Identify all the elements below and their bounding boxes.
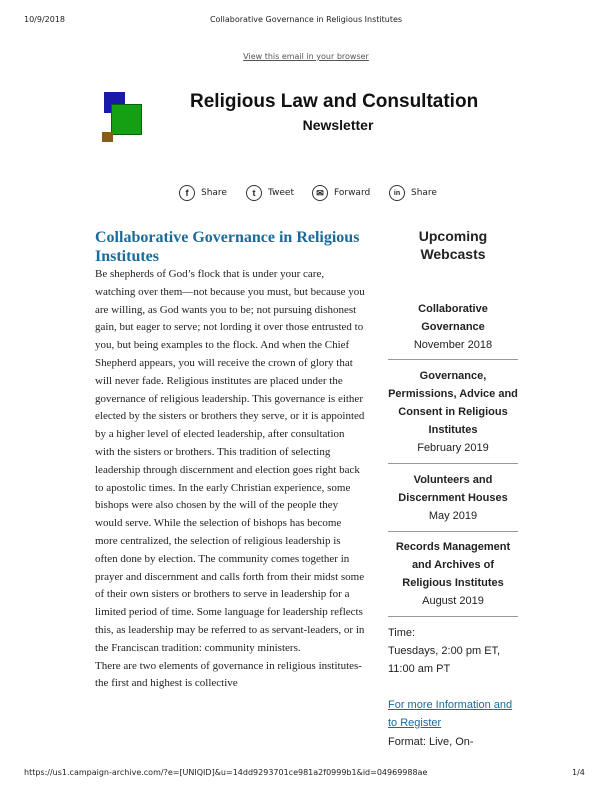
print-title: Collaborative Governance in Religious Institutes (209, 15, 403, 24)
time-label: Time: (388, 627, 416, 639)
webcast-name: Collaborative Governance (418, 303, 488, 333)
linkedin-icon: in (389, 185, 405, 201)
forward-email-button[interactable] (312, 185, 370, 201)
share-facebook-label: Share (201, 188, 227, 198)
sidebar-title: Upcoming Webcasts (418, 228, 488, 262)
print-date: 10/9/2018 (24, 15, 66, 24)
webcast-item (388, 471, 518, 525)
page-number: 1/4 (572, 768, 585, 777)
logo-brown-square (102, 132, 113, 142)
format-text: Format: Live, On- (388, 736, 474, 748)
twitter-icon: t (246, 185, 262, 201)
webcast-date: February 2019 (417, 442, 489, 454)
view-in-browser-link[interactable]: View this email in your browser (243, 52, 369, 61)
webcast-item (388, 300, 518, 354)
webcast-date: November 2018 (413, 339, 493, 351)
share-twitter-button[interactable] (246, 185, 294, 201)
share-linkedin-label: Share (411, 188, 437, 198)
print-url: https://us1.campaign-archive.com/?e=[UNIQID]&u=14dd9293701ce981a2f0999b1&id=04969988ae (24, 768, 428, 777)
webcast-name: Records Management and Archives of Religious Institutes (395, 541, 511, 589)
webcast-item (388, 538, 518, 610)
share-twitter-label: Tweet (268, 188, 294, 198)
share-facebook-button[interactable] (179, 185, 227, 201)
email-icon: ✉ (312, 185, 328, 201)
webcast-date: August 2019 (422, 595, 484, 607)
webcast-date: May 2019 (428, 510, 478, 522)
divider (388, 616, 518, 617)
logo-green-square (111, 104, 142, 135)
webcast-name: Volunteers and Discernment Houses (398, 474, 508, 504)
more-info-link[interactable]: For more Information and to Register (388, 699, 513, 729)
webcast-item (388, 367, 518, 457)
webcast-name: Governance, Permissions, Advice and Consent in Religious Institutes (388, 370, 518, 436)
article-paragraph: Be shepherds of God’s flock that is under your care, watching over them—not because you must, but because you are willing, as God wants you to be; not pursuing dishonest gain, but eager to serve; not lording it over those entrusted to you, but being examples to the flock. And when the Chief Shepherd appears, you will receive the crown of glory that will never fade. Religious institutes are placed under the governance of religious leadership. This governance is either elected by the sisters or brothers they serve, or it is appointed by a higher level of elected leadership, after consultation with the sisters or brothers. This tradition of selecting leadership through discernment and election goes right back to apostolic times. In the early Christian experience, some bishops were also chosen by the will of the people they would serve. While the selection of bishops has become more centralized, the selection of religious leadership is often done by election. The community comes together in prayer and discernment and calls forth from their midst some of their own sisters or brothers to serve in leadership for a limited period of time. Some language for leadership reflects this, as leadership may be referred to as servant-leaders, or in the Franciscan tradition: community ministers. (95, 268, 365, 654)
share-linkedin-button[interactable] (389, 185, 437, 201)
divider (388, 463, 518, 464)
divider (388, 359, 518, 360)
time-value: Tuesdays, 2:00 pm ET, 11:00 am PT (388, 645, 501, 675)
forward-email-label: Forward (334, 188, 371, 198)
article-body (95, 266, 365, 693)
article-paragraph: There are two elements of governance in religious institutes- the first and highest is collective (95, 659, 362, 690)
facebook-icon: f (179, 185, 195, 201)
article-title: Collaborative Governance in Religious Institutes (95, 229, 360, 265)
brand-title: Religious Law and Consultation (190, 91, 479, 112)
brand-subtitle: Newsletter (302, 117, 374, 133)
divider (388, 531, 518, 532)
